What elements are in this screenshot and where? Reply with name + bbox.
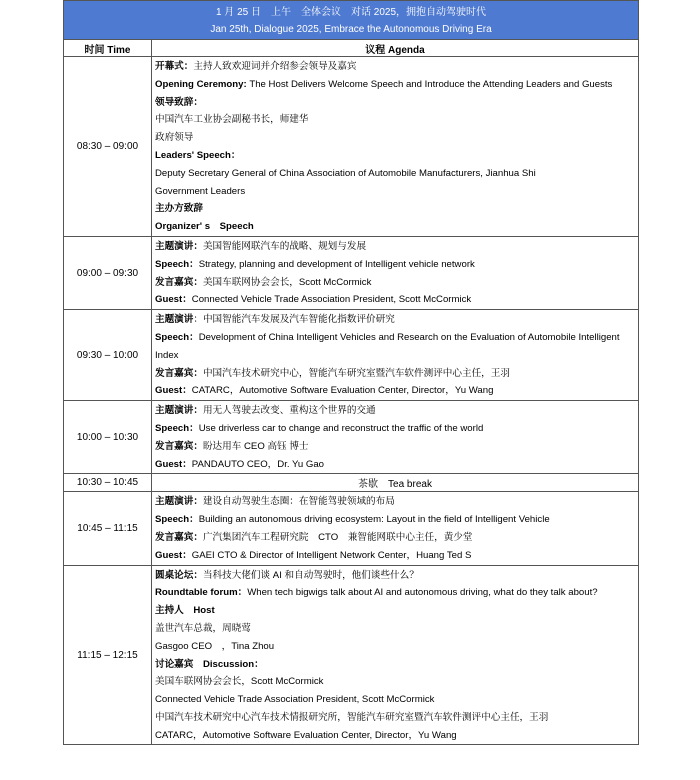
agenda-line — [155, 456, 638, 474]
tea-break: 茶歇 Tea break — [152, 474, 639, 492]
agenda-line-text: 盖世汽车总裁，周晓莺 — [155, 622, 251, 634]
agenda-line — [155, 365, 638, 383]
session-agenda — [152, 57, 639, 237]
session-time: 11:15 – 12:15 — [64, 565, 152, 745]
agenda-line-text: Use driverless car to change and reconstruct the traffic of the world — [198, 422, 484, 434]
agenda-line — [155, 165, 638, 183]
agenda-line — [155, 529, 638, 547]
agenda-line — [155, 691, 638, 709]
agenda-line-text: 政府领导 — [155, 132, 194, 144]
agenda-line-label: 主办方致辞 — [155, 203, 203, 215]
agenda-line-text: 中国汽车技术研究中心，智能汽车研究室暨汽车软件测评中心主任，王羽 — [202, 367, 510, 379]
agenda-line — [155, 584, 638, 602]
column-header-time: 时间 Time — [64, 40, 152, 57]
agenda-row — [64, 474, 639, 492]
agenda-row — [64, 565, 639, 745]
agenda-line-label: 发言嘉宾： — [155, 440, 203, 452]
agenda-line — [155, 291, 638, 309]
agenda-sheet — [63, 0, 638, 745]
agenda-row — [64, 310, 639, 401]
agenda-rows — [64, 57, 639, 745]
agenda-line-text: The Host Delivers Welcome Speech and Introduce the Attending Leaders and Guests — [249, 78, 613, 90]
agenda-line-text: Government Leaders — [155, 185, 246, 197]
agenda-line-text: ：中国智能汽车发展及汽车智能化指数评价研究 — [193, 314, 395, 326]
agenda-line — [155, 58, 638, 76]
agenda-line-text: 中国汽车技术研究中心汽车技术情报研究所，智能汽车研究室暨汽车软件测评中心主任，王羽 — [155, 711, 549, 723]
agenda-line — [155, 129, 638, 147]
agenda-line-text: When tech bigwigs talk about AI and autonomous driving, what do they talk about? — [247, 587, 598, 599]
agenda-line — [155, 511, 638, 529]
agenda-line-label: 讨论嘉宾 Discussion： — [155, 658, 264, 670]
agenda-row — [64, 57, 639, 237]
agenda-line-text: Gasgoo CEO ，Tina Zhou — [155, 640, 275, 652]
session-time: 10:30 – 10:45 — [64, 474, 152, 492]
agenda-line — [155, 218, 638, 236]
agenda-line — [155, 673, 638, 691]
agenda-line — [155, 200, 638, 218]
agenda-line-text: Strategy, planning and development of Intelligent vehicle network — [198, 258, 475, 270]
agenda-line — [155, 547, 638, 565]
agenda-line-label: Speech： — [155, 331, 199, 343]
agenda-line-label: 开幕式： — [155, 61, 194, 72]
agenda-line-label: Guest： — [155, 549, 192, 561]
agenda-line-label: 圆桌论坛： — [155, 569, 203, 581]
agenda-line-text: Building an autonomous driving ecosystem: Layout in the field of Intelligent Vehicle — [198, 514, 550, 526]
agenda-line — [155, 493, 638, 511]
agenda-line — [155, 329, 638, 365]
agenda-line — [155, 727, 638, 745]
agenda-line-text: GAEI CTO & Director of Intelligent Network Center，Huang Ted S — [191, 549, 472, 561]
session-time: 10:45 – 11:15 — [64, 492, 152, 565]
agenda-line-text: Connected Vehicle Trade Association President, Scott McCormick — [191, 294, 472, 306]
header-title-en: Jan 25th, Dialogue 2025, Embrace the Autonomous Driving Era — [210, 24, 492, 35]
agenda-line — [155, 382, 638, 400]
agenda-line — [155, 620, 638, 638]
agenda-line-label: Leaders' Speech： — [155, 149, 241, 161]
agenda-line-text: Connected Vehicle Trade Association President, Scott McCormick — [155, 694, 435, 706]
agenda-table — [63, 0, 639, 745]
column-header-agenda: 议程 Agenda — [152, 40, 639, 57]
agenda-line-label: 主题演讲： — [155, 496, 203, 508]
agenda-header — [64, 1, 639, 40]
agenda-line — [155, 76, 638, 94]
agenda-line — [155, 311, 638, 329]
agenda-line — [155, 183, 638, 201]
agenda-line-label: 发言嘉宾： — [155, 367, 203, 379]
agenda-line — [155, 420, 638, 438]
agenda-line-text: 美国车联网协会会长，Scott McCormick — [155, 676, 324, 688]
agenda-line-label: Guest： — [155, 294, 192, 306]
agenda-line-label: 主题演讲 — [155, 314, 194, 326]
agenda-line-label: Opening Ceremony: — [155, 78, 250, 90]
session-time: 10:00 – 10:30 — [64, 401, 152, 474]
agenda-row — [64, 401, 639, 474]
agenda-line-label: 发言嘉宾： — [155, 276, 203, 288]
agenda-line — [155, 656, 638, 674]
agenda-line — [155, 238, 638, 256]
agenda-line-label: 领导致辞： — [155, 96, 203, 108]
agenda-line — [155, 709, 638, 727]
agenda-line-text: 美国车联网协会会长，Scott McCormick — [202, 276, 372, 288]
session-time: 09:00 – 09:30 — [64, 236, 152, 309]
agenda-line — [155, 438, 638, 456]
agenda-line — [155, 602, 638, 620]
agenda-line-text: 美国智能网联汽车的战略、规划与发展 — [202, 240, 367, 252]
agenda-line — [155, 567, 638, 585]
agenda-line-label: 主题演讲： — [155, 240, 203, 252]
agenda-line-label: Speech： — [155, 514, 199, 526]
agenda-line-label: Roundtable forum： — [155, 587, 248, 599]
session-agenda — [152, 236, 639, 309]
agenda-line-label: Organizer' s Speech — [155, 221, 254, 233]
agenda-line-label: 发言嘉宾： — [155, 531, 203, 543]
agenda-line — [155, 274, 638, 292]
agenda-line-text: 用无人驾驶去改变、重构这个世界的交通 — [202, 405, 376, 417]
agenda-line — [155, 111, 638, 129]
agenda-line-label: Speech： — [155, 258, 199, 270]
agenda-line — [155, 94, 638, 112]
agenda-row — [64, 492, 639, 565]
agenda-line-text: 主持人致欢迎词并介绍参会领导及嘉宾 — [193, 61, 357, 72]
agenda-line — [155, 402, 638, 420]
session-agenda — [152, 492, 639, 565]
agenda-line-text: PANDAUTO CEO，Dr. Yu Gao — [191, 458, 325, 470]
session-time: 09:30 – 10:00 — [64, 310, 152, 401]
session-agenda — [152, 401, 639, 474]
agenda-line — [155, 147, 638, 165]
agenda-line-text: Development of China Intelligent Vehicles and Research on the Evaluation of Automobile Intelligent Index — [155, 331, 620, 361]
agenda-line — [155, 638, 638, 656]
agenda-line-text: Deputy Secretary General of China Association of Automobile Manufacturers, Jianhua Shi — [155, 167, 536, 179]
agenda-line-text: 当科技大佬们谈 AI 和自动驾驶时，他们谈些什么？ — [202, 569, 419, 581]
session-agenda — [152, 310, 639, 401]
agenda-line-label: Guest： — [155, 385, 192, 397]
agenda-line-label: Speech： — [155, 422, 199, 434]
session-agenda — [152, 565, 639, 745]
agenda-line-text: CATARC，Automotive Software Evaluation Center, Director，Yu Wang — [155, 729, 457, 741]
agenda-line-label: 主题演讲： — [155, 405, 203, 417]
agenda-line-text: 广汽集团汽车工程研究院 CTO 兼智能网联中心主任，黄少堂 — [202, 531, 473, 543]
agenda-line-text: 建设自动驾驶生态圈：在智能驾驶领域的布局 — [202, 496, 395, 508]
agenda-row — [64, 236, 639, 309]
agenda-line — [155, 256, 638, 274]
session-time: 08:30 – 09:00 — [64, 57, 152, 237]
agenda-line-label: 主持人 Host — [155, 605, 215, 617]
agenda-line-label: Guest： — [155, 458, 192, 470]
agenda-line-text: 中国汽车工业协会副秘书长，师建华 — [155, 114, 309, 126]
agenda-line-text: 盼达用车 CEO 高钰 博士 — [202, 440, 309, 452]
header-title-cn: 1 月 25 日 上午 全体会议 对话 2025，拥抱自动驾驶时代 — [215, 7, 487, 18]
agenda-line-text: CATARC，Automotive Software Evaluation Center, Director，Yu Wang — [191, 385, 494, 397]
